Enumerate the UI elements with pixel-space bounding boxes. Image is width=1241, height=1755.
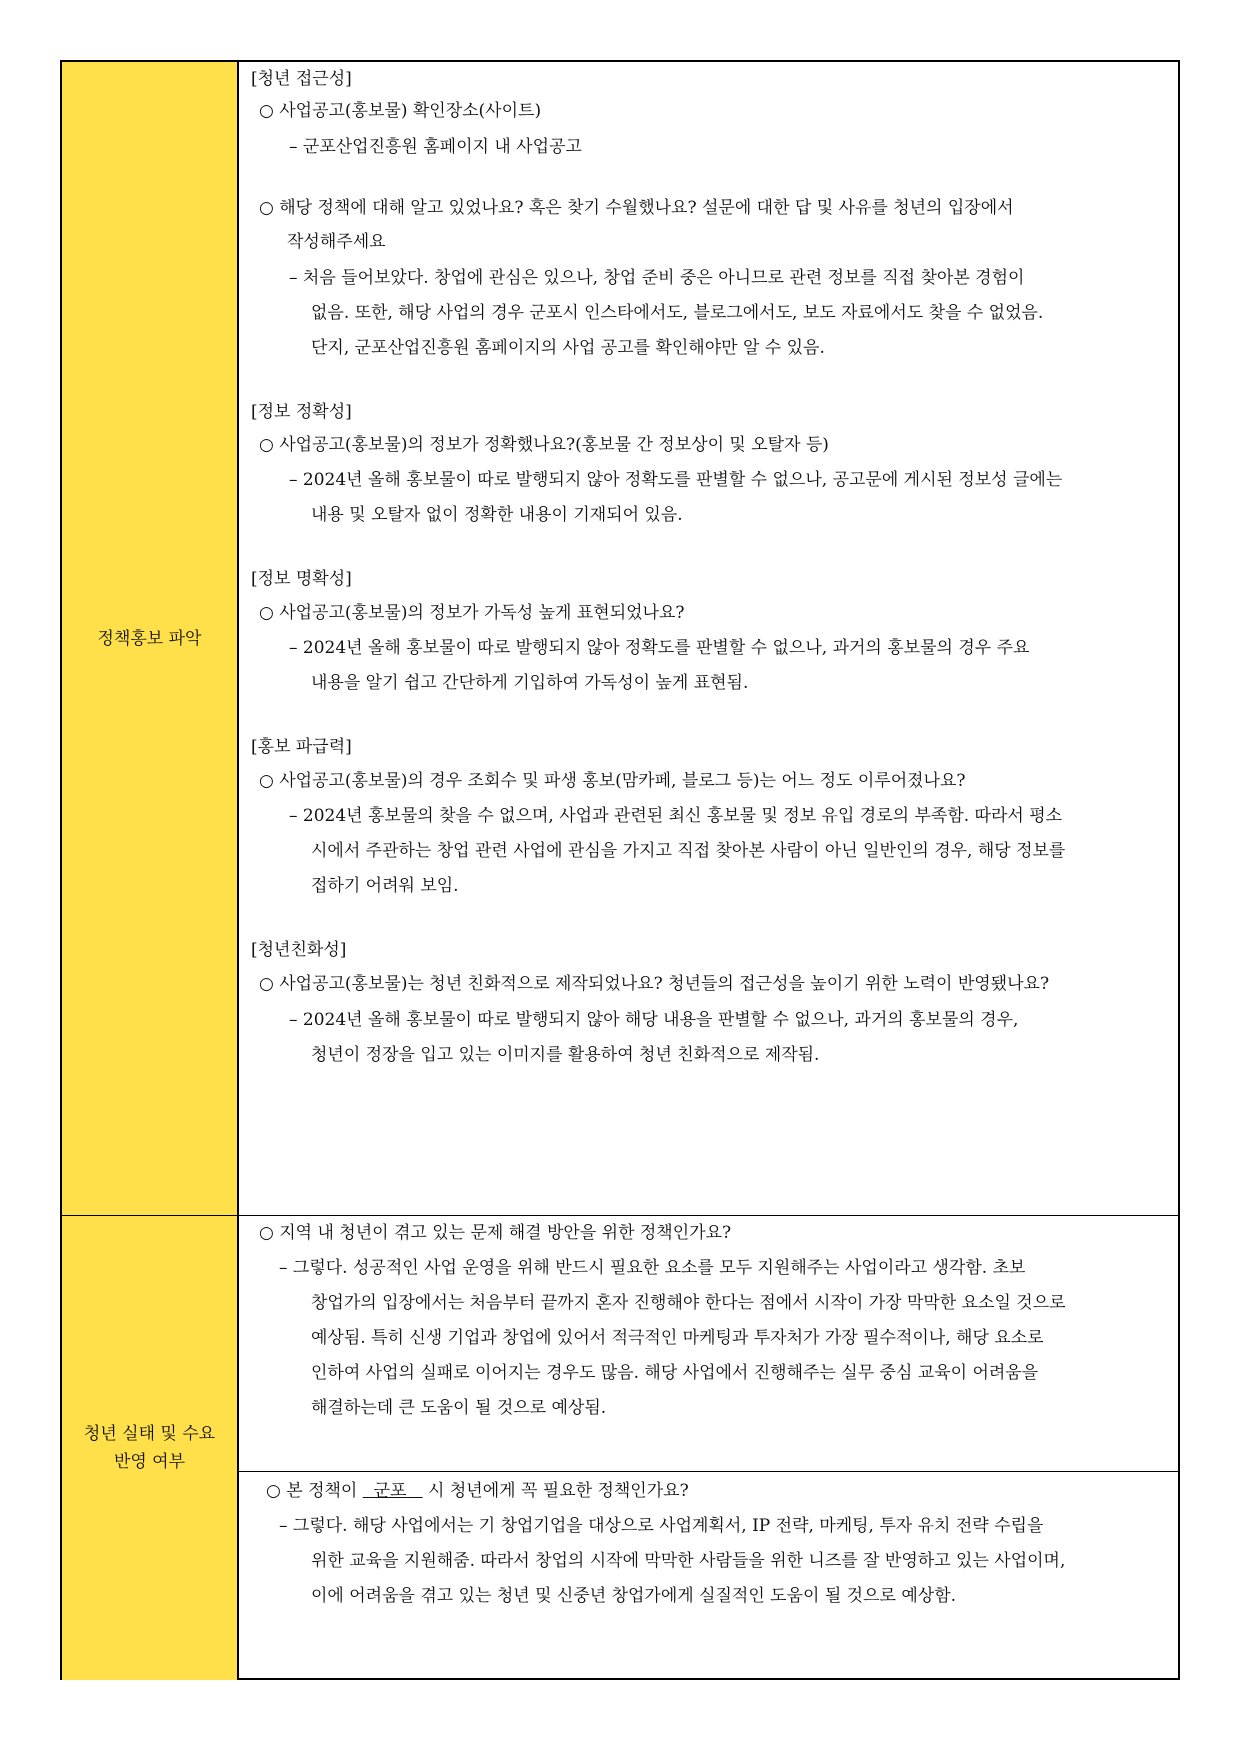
row-youth-needs (62, 1216, 1178, 1680)
question-line-necessity: ○ 본 정책이 군포 시 청년에게 꼭 필요한 정책인가요? (266, 1481, 689, 1501)
answer-line-cont: 없음. 또한, 해당 사업의 경우 군포시 인스타에서도, 블로그에서도, 보도 자료에서도 찾을 수 없었음. (311, 303, 1044, 323)
youth-needs-content (239, 1216, 1178, 1680)
section-heading-info-clarity: [정보 명확성] (251, 569, 352, 589)
answer-line-cont: 위한 교육을 지원해줌. 따라서 창업의 시작에 막막한 사람들을 위한 니즈를 잘 반영하고 있는 사업이며, (311, 1551, 1066, 1571)
section-heading-info-accuracy: [정보 정확성] (251, 402, 352, 422)
answer-line-cont: 예상됨. 특히 신생 기업과 창업에 있어서 적극적인 마케팅과 투자처가 가장 필수적이나, 해당 요소로 (311, 1328, 1044, 1348)
region-name: 군포 (373, 1481, 407, 1501)
answer-line-cont: 단지, 군포산업진흥원 홈페이지의 사업 공고를 확인해야만 알 수 있음. (311, 338, 825, 358)
section-heading-youth-access: [청년 접근성] (251, 69, 352, 89)
question-line: ○ 사업공고(홍보물)는 청년 친화적으로 제작되었나요? 청년들의 접근성을 높이기 위한 노력이 반영됐나요? (259, 974, 1050, 994)
answer-line-cont: 인하여 사업의 실패로 이어지는 경우도 많음. 해당 사업에서 진행해주는 실무 중심 교육이 어려움을 (311, 1363, 1039, 1383)
answer-line-cont: 내용을 알기 쉽고 간단하게 기입하여 가독성이 높게 표현됨. (311, 673, 749, 693)
section-heading-youth-friendly: [청년친화성] (251, 940, 347, 960)
answer-line: – 군포산업진흥원 홈페이지 내 사업공고 (289, 137, 582, 157)
answer-line-cont: 청년이 정장을 입고 있는 이미지를 활용하여 청년 친화적으로 제작됨. (311, 1045, 820, 1065)
policy-promotion-content (239, 62, 1178, 1215)
answer-line-cont: 시에서 주관하는 창업 관련 사업에 관심을 가지고 직접 찾아본 사람이 아닌 일반인의 경우, 해당 정보를 (311, 841, 1066, 861)
answer-line-cont: 이에 어려움을 겪고 있는 청년 및 신중년 창업가에게 실질적인 도움이 될 것으로 예상함. (311, 1586, 957, 1606)
answer-line: – 2024년 올해 홍보물이 따로 발행되지 않아 정확도를 판별할 수 없으나, 공고문에 게시된 정보성 글에는 (289, 470, 1063, 490)
question-line: ○ 사업공고(홍보물)의 정보가 정확했나요?(홍보물 간 정보상이 및 오탈자 등) (259, 435, 829, 455)
row-label-youth-needs: 청년 실태 및 수요 반영 여부 (62, 1216, 239, 1680)
answer-line: – 2024년 올해 홍보물이 따로 발행되지 않아 정확도를 판별할 수 없으나, 과거의 홍보물의 경우 주요 (289, 638, 1030, 658)
question-line: ○ 해당 정책에 대해 알고 있었나요? 혹은 찾기 수월했나요? 설문에 대한 답 및 사유를 청년의 입장에서 (259, 198, 1014, 218)
question-line: ○ 지역 내 청년이 겪고 있는 문제 해결 방안을 위한 정책인가요? (259, 1223, 732, 1243)
answer-line-cont: 접하기 어려워 보임. (311, 876, 459, 896)
inner-divider (239, 1471, 1178, 1472)
question-line: ○ 사업공고(홍보물)의 정보가 가독성 높게 표현되었나요? (259, 603, 685, 623)
question-line: ○ 사업공고(홍보물)의 경우 조회수 및 파생 홍보(맘카페, 블로그 등)는 어느 정도 이루어졌나요? (259, 771, 966, 791)
question-line-cont: 작성해주세요 (287, 232, 386, 252)
answer-line-cont: 내용 및 오탈자 없이 정확한 내용이 기재되어 있음. (311, 505, 683, 525)
row-policy-promotion (62, 62, 1178, 1216)
evaluation-table (60, 60, 1180, 1680)
answer-line: – 2024년 홍보물의 찾을 수 없으며, 사업과 관련된 최신 홍보물 및 정보 유입 경로의 부족함. 따라서 평소 (289, 806, 1063, 826)
section-heading-promo-reach: [홍보 파급력] (251, 737, 352, 757)
row-label-policy-promotion: 정책홍보 파악 (62, 62, 239, 1215)
answer-line: – 처음 들어보았다. 창업에 관심은 있으나, 창업 준비 중은 아니므로 관련 정보를 직접 찾아본 경험이 (289, 268, 1025, 288)
answer-line: – 그렇다. 해당 사업에서는 기 창업기업을 대상으로 사업계획서, IP 전략, 마케팅, 투자 유치 전략 수립을 (279, 1516, 1044, 1536)
answer-line-cont: 창업가의 입장에서는 처음부터 끝까지 혼자 진행해야 한다는 점에서 시작이 가장 막막한 요소일 것으로 (311, 1293, 1066, 1313)
answer-line-cont: 해결하는데 큰 도움이 될 것으로 예상됨. (311, 1398, 607, 1418)
question-line: ○ 사업공고(홍보물) 확인장소(사이트) (259, 101, 542, 121)
answer-line: – 그렇다. 성공적인 사업 운영을 위해 반드시 필요한 요소를 모두 지원해주는 사업이라고 생각함. 초보 (279, 1258, 1026, 1278)
answer-line: – 2024년 올해 홍보물이 따로 발행되지 않아 해당 내용을 판별할 수 없으나, 과거의 홍보물의 경우, (289, 1010, 1019, 1030)
